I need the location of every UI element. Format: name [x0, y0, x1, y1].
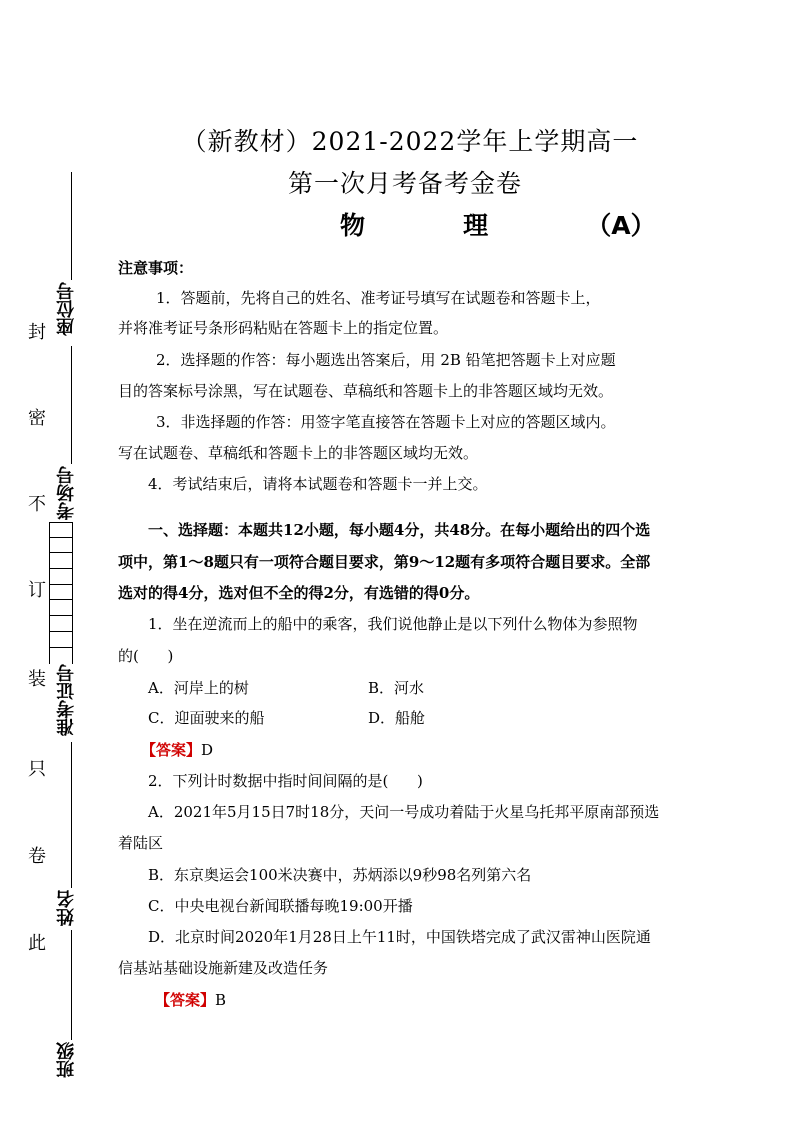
q2-option-a-line2: 着陆区 [118, 834, 164, 852]
seal-char-ding: 订 [25, 580, 46, 598]
q1-option-b: B．河水 [368, 679, 425, 697]
q2-option-d-line2: 信基站基础设施新建及改造任务 [118, 959, 329, 977]
seat-number-label: 座位号 [56, 282, 77, 336]
seal-char-bu: 不 [25, 494, 46, 512]
seal-char-feng: 封 [25, 322, 46, 340]
note-1-line2: 并将准考证号条形码粘贴在答题卡上的指定位置。 [118, 319, 449, 337]
exam-title-line2: 第一次月考备考金卷 [287, 169, 522, 198]
note-2-line1: 2．选择题的作答：每小题选出答案后，用 2B 铅笔把答题卡上对应题 [156, 351, 616, 369]
seal-char-zhi: 只 [25, 759, 46, 777]
name-label: 姓名 [56, 890, 77, 926]
seat-line-upper [71, 172, 72, 280]
exam-title-line1: （新教材）2021-2022学年上学期高一 [181, 127, 639, 156]
ticket-line [71, 742, 72, 888]
q1-option-d: D．船舱 [368, 709, 426, 727]
seal-char-mi: 密 [25, 408, 46, 426]
q1-option-a: A．河岸上的树 [148, 679, 249, 697]
subject-title: 物 理 （A） [340, 211, 656, 240]
section1-instructions-line1: 一、选择题：本题共12小题，每小题4分，共48分。在每小题给出的四个选 [148, 521, 651, 539]
section1-instructions-line3: 选对的得4分，选对但不全的得2分，有选错的得0分。 [118, 584, 480, 602]
class-label: 班级 [56, 1042, 77, 1078]
q1-option-c: C．迎面驶来的船 [148, 709, 265, 727]
q1-answer-value: D [201, 741, 214, 759]
section1-instructions-line2: 项中，第1～8题只有一项符合题目要求，第9～12题有多项符合题目要求。全部 [118, 553, 651, 571]
ticket-number-label: 准考证号 [56, 664, 77, 736]
q2-option-c: C．中央电视台新闻联播每晚19:00开播 [148, 897, 413, 915]
note-3-line1: 3．非选择题的作答：用签字笔直接答在答题卡上对应的答题区域内。 [156, 413, 616, 431]
q1-stem-line1: 1．坐在逆流而上的船中的乘客，我们说他静止是以下列什么物体为参照物 [148, 615, 638, 633]
note-2-line2: 目的答案标号涂黑，写在试题卷、草稿纸和答题卡上的非答题区域均无效。 [118, 382, 614, 400]
q1-stem-line2: 的( ) [118, 647, 174, 665]
note-1-line1: 1．答题前，先将自己的姓名、准考证号填写在试题卷和答题卡上， [156, 289, 601, 307]
name-line [71, 930, 72, 1040]
seal-char-juan: 卷 [25, 846, 46, 864]
ticket-number-grid[interactable] [49, 522, 73, 664]
q1-answer [141, 740, 213, 760]
notes-heading: 注意事项： [118, 259, 194, 277]
q2-answer-tag: 【答案】 [155, 991, 216, 1009]
q2-option-b: B．东京奥运会100米决赛中，苏炳添以9秒98名列第六名 [148, 866, 532, 884]
note-3-line2: 写在试题卷、草稿纸和答题卡上的非答题区域均无效。 [118, 444, 479, 462]
seal-char-zhuang: 装 [25, 669, 46, 687]
q2-option-a-line1: A．2021年5月15日7时18分，天问一号成功着陆于火星乌托邦平原南部预选 [148, 803, 660, 821]
exam-room-label: 考场号 [56, 466, 77, 520]
q2-option-d-line1: D．北京时间2020年1月28日上午11时，中国铁塔完成了武汉雷神山医院通 [148, 928, 651, 946]
q2-answer-value: B [215, 991, 227, 1009]
q1-answer-tag: 【答案】 [141, 741, 202, 759]
q2-answer [155, 990, 226, 1010]
seat-line-lower [71, 346, 72, 464]
note-4: 4．考试结束后，请将本试题卷和答题卡一并上交。 [148, 475, 488, 493]
q2-stem: 2．下列计时数据中指时间间隔的是( ) [148, 772, 423, 790]
seal-char-ci: 此 [25, 933, 46, 951]
